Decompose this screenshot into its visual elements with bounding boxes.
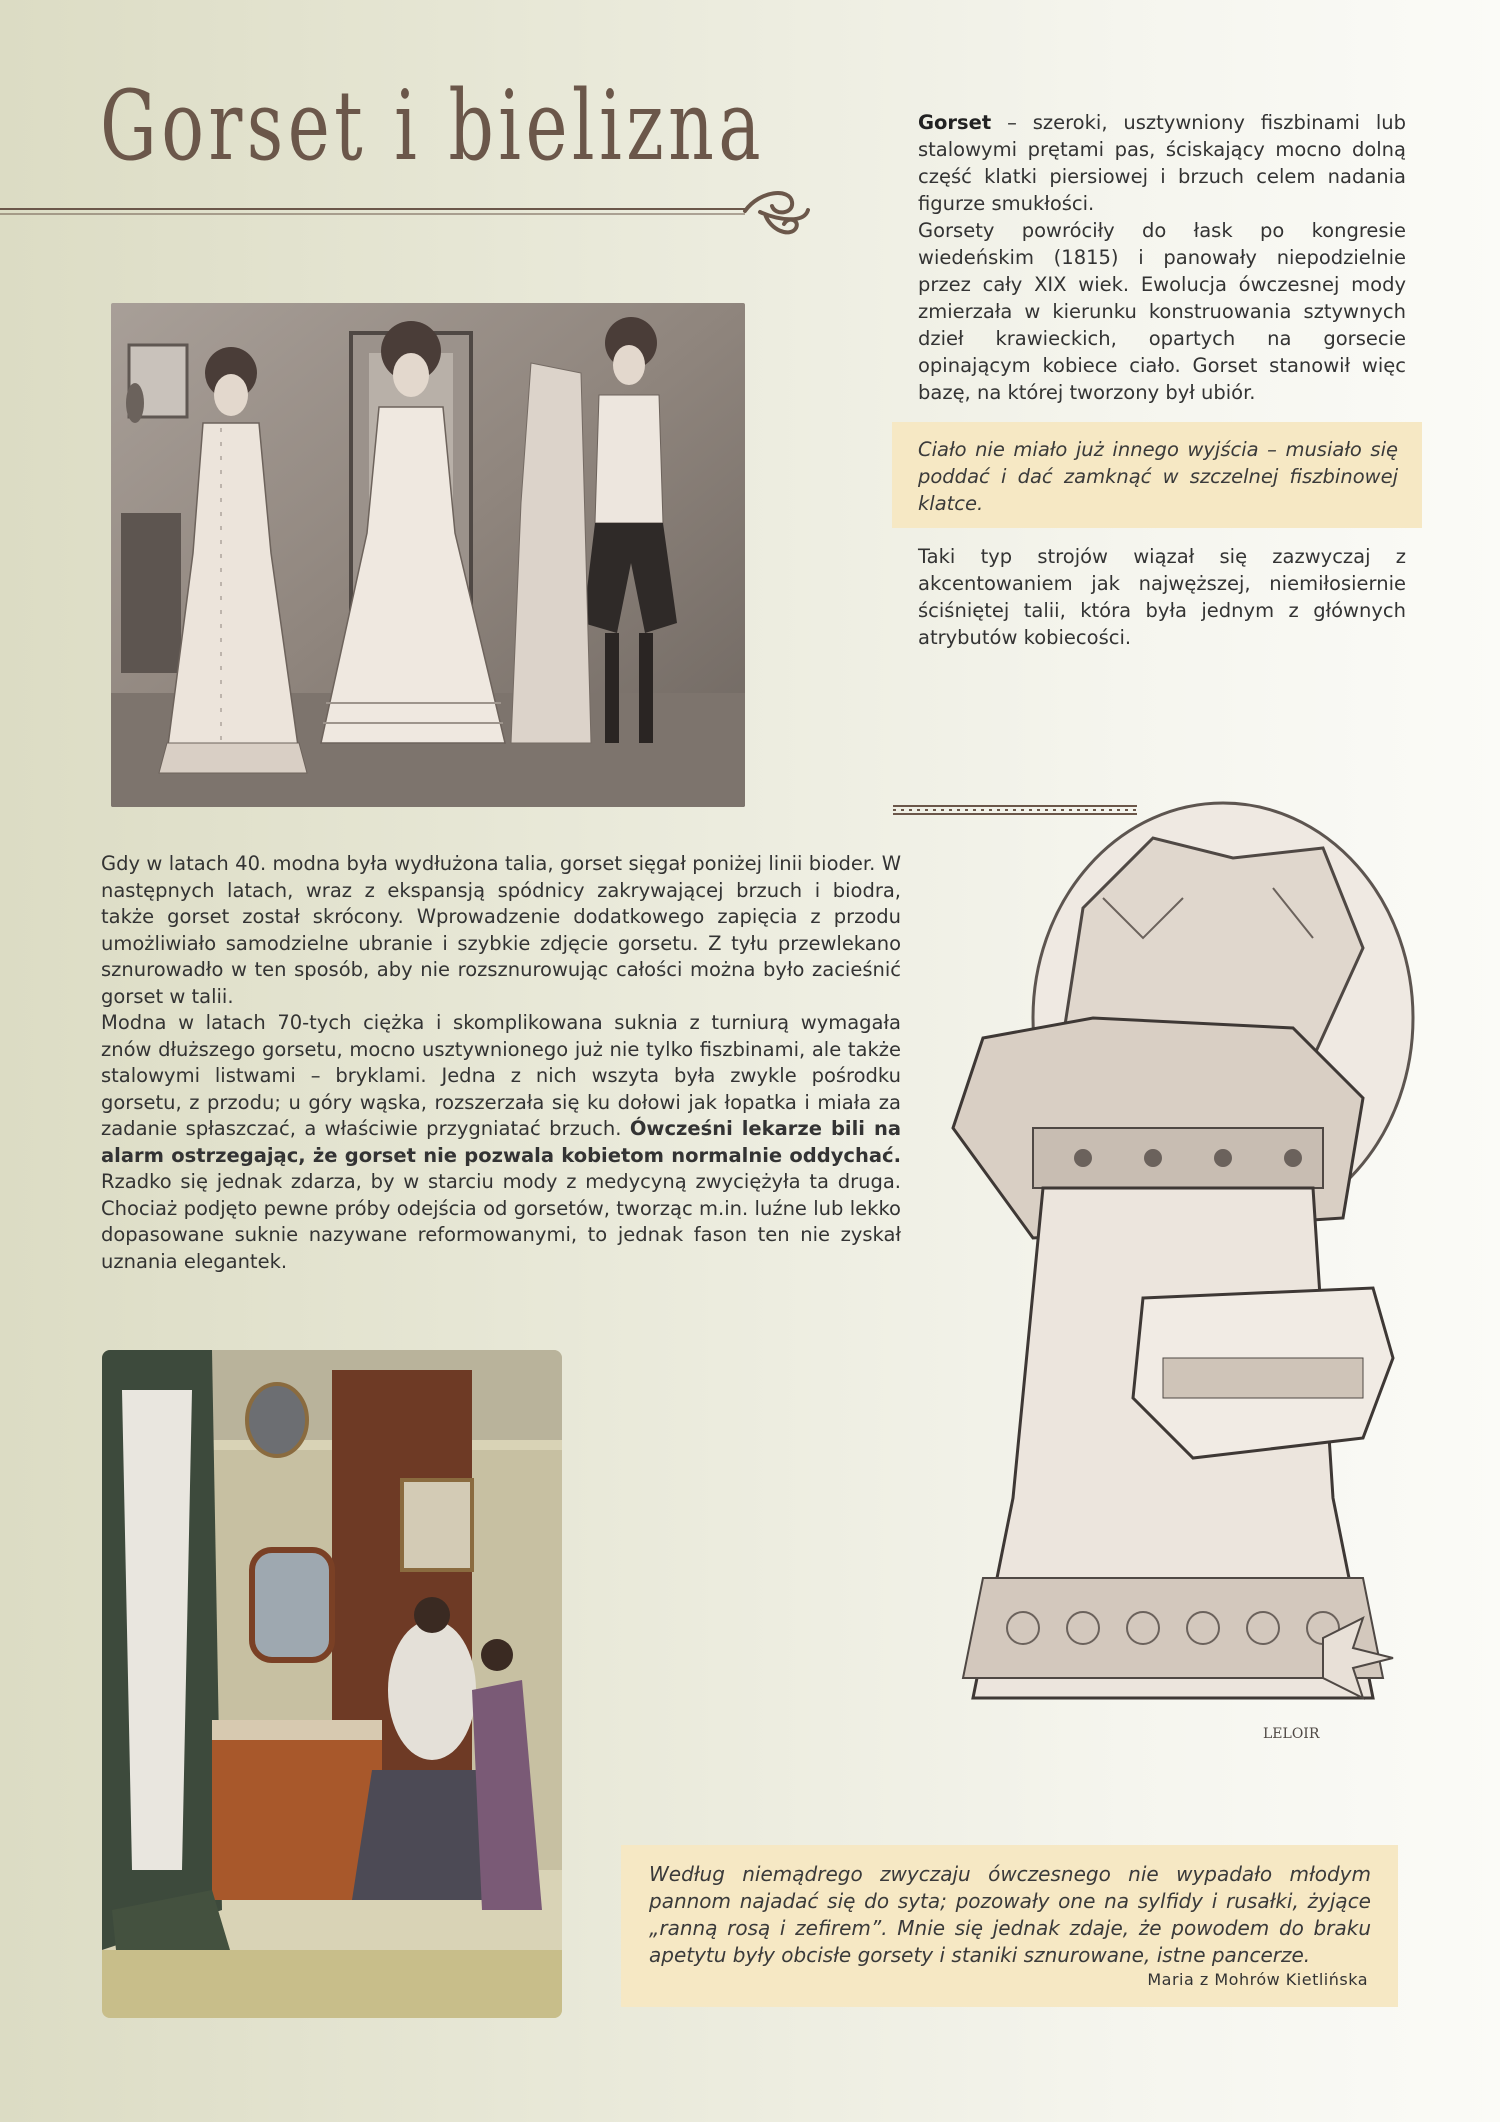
main-paragraph-2-end: Rzadko się jednak zdarza, by w starciu mody z medycyną zwyciężyła ta druga. Chociaż podjęto pewne próby odejścia od gorsetów, tworząc m.in. luźne lub lekko dopasowane suknie nazywane reformowanymi, to jednak fason ten nie zyskał uznania elegantek. xyxy=(101,1170,901,1273)
page-title: Gorset i bielizna xyxy=(100,70,766,182)
title-flourish-rule xyxy=(0,180,810,240)
lingerie-engraving xyxy=(893,798,1430,1803)
main-paragraph-2-bold: Ówcześni lekarze bili na alarm ostrzegając, że gorset nie pozwala kobietom normalnie oddychać. xyxy=(101,1117,902,1167)
intro-text xyxy=(918,109,1406,406)
quote-box-bottom xyxy=(621,1845,1398,2007)
vintage-underwear-photo xyxy=(111,303,745,807)
main-paragraph-1: Gdy w latach 40. modna była wydłużona talia, gorset sięgał poniżej linii bioder. W następnych latach, wraz z ekspansją spódnicy zakrywającej brzuch i biodra, także gorset został skrócony. Wprowadzenie dodatkowego zapięcia z przodu umożliwiało samodzielne ubranie i szybkie zdjęcie gorsetu. Z tyłu przewlekano sznurowadło w ten sposób, aby nie rozsznurowując całości można było zacieśnić gorset w talii. xyxy=(101,852,901,1008)
waist-paragraph xyxy=(918,543,1406,651)
engraving-signature: LELOIR xyxy=(1263,1726,1320,1742)
main-paragraph-2-start: Modna w latach 70-tych ciężka i skomplikowana suknia z turniurą wymagała znów dłuższego gorsetu, mocno usztywnionego już nie tylko fiszbinami, ale także stalowymi listwami – bryklami. Jedna z nich wszyta była zwykle pośrodku gorsetu, z przodu; u góry wąska, rozszerzała się ku dołowi jak łopatka i miała za zadanie spłaszczać, a właściwie przygniatać brzuch. xyxy=(101,1011,901,1140)
main-text xyxy=(101,851,901,1275)
corset-term: Gorset xyxy=(918,111,992,134)
waist-paragraph-text: Taki typ strojów wiązał się zazwyczaj z akcentowaniem jak najwęższej, niemiłosiernie ściśniętej talii, która była jednym z głównych atrybutów kobiecości. xyxy=(918,545,1406,649)
corset-history: Gorsety powróciły do łask po kongresie wiedeńskim (1815) i panowały niepodzielnie przez cały XIX wiek. Ewolucja ówczesnej mody zmierzała w kierunku konstruowania sztywnych dzieł krawieckich, opartych na gorsecie opinającym kobiece ciało. Gorset stanowił więc bazę, na której tworzony był ubiór. xyxy=(918,219,1406,404)
main-paragraph-2 xyxy=(101,1010,901,1275)
quote-bottom-text: Według niemądrego zwyczaju ówczesnego nie wypadało młodym pannom najadać się do syta; pozowały one na sylfidy i rusałki, żyjące „ranną rosą i zefirem”. Mnie się jednak zdaje, że powodem do braku apetytu były obcisłe gorsety i staniki sznurowane, istne pancerze. xyxy=(649,1862,1371,1967)
corset-definition-text: – szeroki, usztywniony fiszbinami lub stalowymi prętami pas, ściskający mocno dolną część klatki piersiowej i brzuch celem nadania figurze smukłości. xyxy=(918,111,1406,215)
corset-definition xyxy=(918,109,1406,217)
dressing-room-print xyxy=(102,1350,562,2018)
quote-top-text: Ciało nie miało już innego wyjścia – musiało się poddać i dać zamknąć w szczelnej fiszbinowej klatce. xyxy=(918,438,1398,515)
quote-box-top xyxy=(892,422,1422,528)
decorative-rule xyxy=(893,802,1137,818)
quote-author: Maria z Mohrów Kietlińska xyxy=(1147,1970,1368,1989)
